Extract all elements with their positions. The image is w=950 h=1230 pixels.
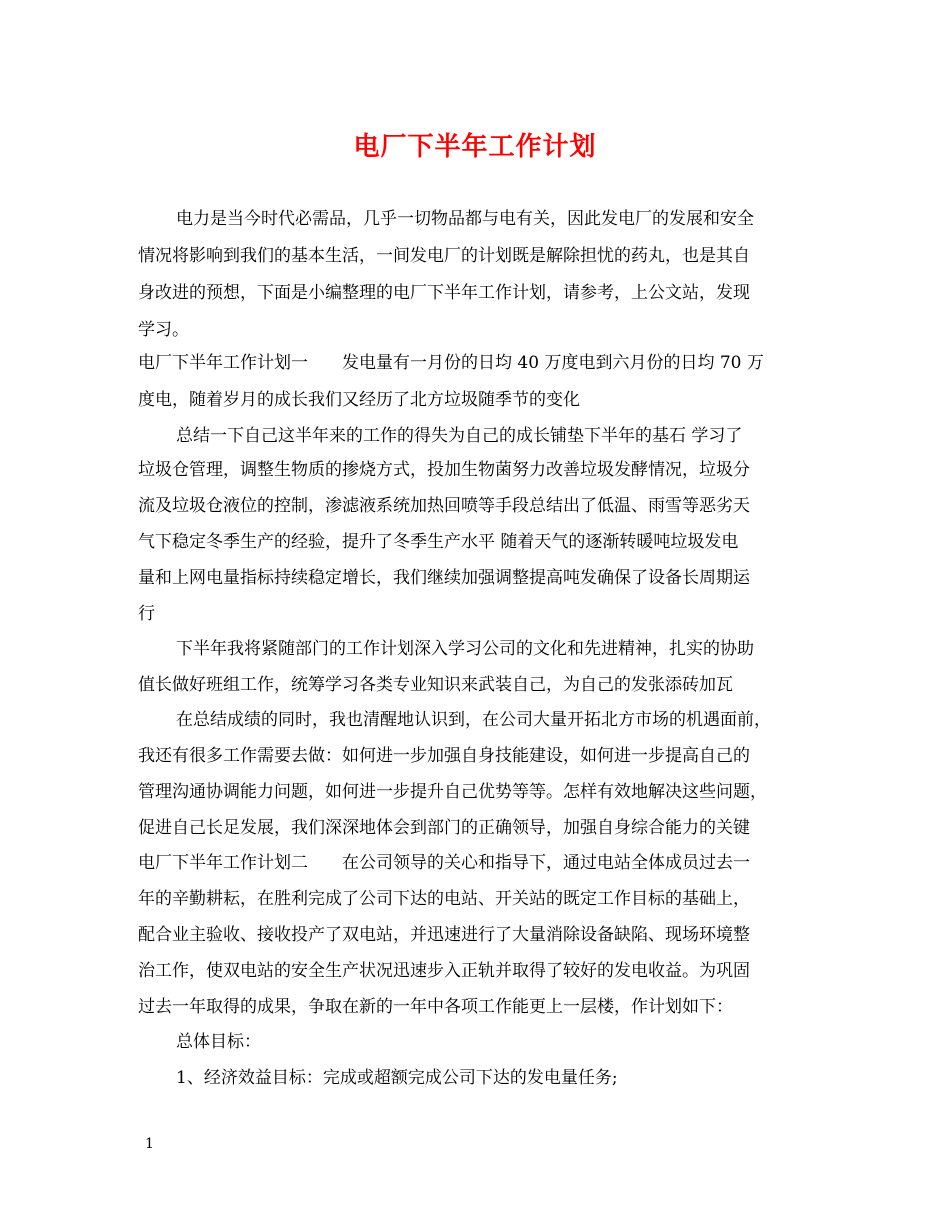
paragraph-line: 值长做好班组工作，统筹学习各类专业知识来武装自己，为自己的发张添砖加瓦 — [138, 675, 733, 695]
paragraph-line: 气下稳定冬季生产的经验，提升了冬季生产水平 随着天气的逐渐转暖吨垃圾发电 — [138, 532, 739, 552]
paragraph-line: 过去一年取得的成果，争取在新的一年中各项工作能更上一层楼，作计划如下： — [138, 997, 733, 1017]
paragraph-line: 配合业主验收、接收投产了双电站，并迅速进行了大量消除设备缺陷、现场环境整 — [138, 925, 750, 945]
paragraph-line: 我还有很多工作需要去做：如何进一步加强自身技能建设，如何进一步提高自己的 — [138, 746, 750, 766]
paragraph-line: 度电，随着岁月的成长我们又经历了北方垃圾随季节的变化 — [138, 390, 580, 410]
paragraph-line: 下半年我将紧随部门的工作计划深入学习公司的文化和先进精神，扎实的协助 — [176, 639, 754, 659]
section-heading-line: 电厂下半年工作计划二 在公司领导的关心和指导下，通过电站全体成员过去一 — [138, 853, 750, 873]
paragraph-line: 情况将影响到我们的基本生活，一间发电厂的计划既是解除担忧的药丸，也是其自 — [138, 246, 750, 266]
paragraph-line: 流及垃圾仓液位的控制，渗滤液系统加热回喷等手段总结出了低温、雨雪等恶劣天 — [138, 496, 750, 516]
document-title: 电厂下半年工作计划 — [353, 132, 597, 162]
paragraph-line: 总结一下自己这半年来的工作的得失为自己的成长铺垫下半年的基石 学习了 — [176, 426, 743, 446]
paragraph-line: 身改进的预想，下面是小编整理的电厂下半年工作计划，请参考，上公文站，发现 — [138, 283, 750, 303]
paragraph-line: 电力是当今时代必需品，几乎一切物品都与电有关，因此发电厂的发展和安全 — [176, 209, 754, 229]
section-heading-line: 电厂下半年工作计划一 发电量有一月份的日均 40 万度电到六月份的日均 70 万 — [138, 353, 764, 373]
paragraph-line: 促进自己长足发展，我们深深地体会到部门的正确领导，加强自身综合能力的关键 — [138, 818, 750, 838]
paragraph-line: 行 — [138, 604, 155, 624]
paragraph-line: 管理沟通协调能力问题，如何进一步提升自己优势等等。怎样有效地解决这些问题， — [138, 782, 767, 802]
paragraph-line: 量和上网电量指标持续稳定增长，我们继续加强调整提高吨发确保了设备长周期运 — [138, 568, 750, 588]
paragraph-line: 年的辛勤耕耘，在胜利完成了公司下达的电站、开关站的既定工作目标的基础上， — [138, 889, 750, 909]
page-number: 1 — [145, 1136, 154, 1152]
paragraph-line: 学习。 — [138, 320, 189, 340]
paragraph-line: 在总结成绩的同时，我也清醒地认识到，在公司大量开拓北方市场的机遇面前， — [176, 710, 771, 730]
paragraph-line: 治工作，使双电站的安全生产状况迅速步入正轨并取得了较好的发电收益。为巩固 — [138, 961, 750, 981]
paragraph-line: 垃圾仓管理，调整生物质的掺烧方式，投加生物菌努力改善垃圾发酵情况，垃圾分 — [138, 460, 750, 480]
paragraph-line: 总体目标： — [176, 1032, 261, 1052]
paragraph-line: 1、经济效益目标：完成或超额完成公司下达的发电量任务; — [176, 1068, 618, 1088]
